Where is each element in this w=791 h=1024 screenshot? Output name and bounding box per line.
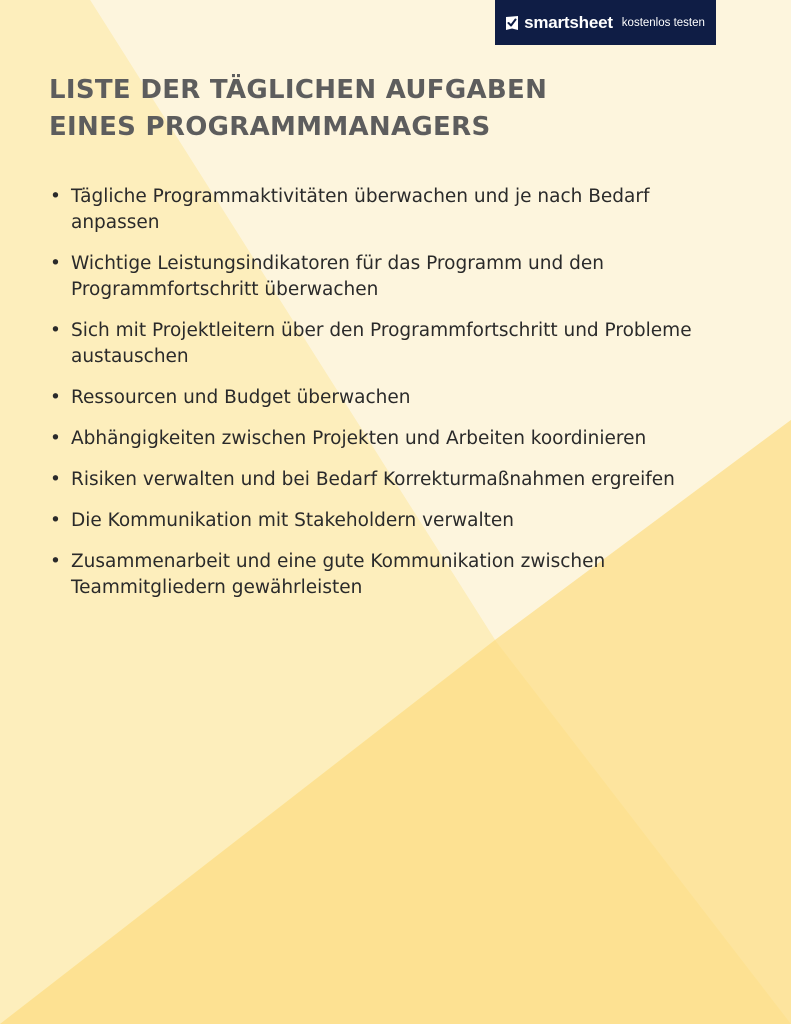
page-title bbox=[49, 72, 547, 146]
free-trial-label: kostenlos testen bbox=[621, 16, 705, 29]
list-item-text: Zusammenarbeit und eine gute Kommunikation zwischen Teammitgliedern gewährleisten bbox=[71, 551, 606, 598]
list-item-text: Wichtige Leistungsindikatoren für das Programm und den Programmfortschritt überwachen bbox=[71, 253, 604, 300]
bullet-icon: • bbox=[50, 387, 61, 408]
list-item-text: Ressourcen und Budget überwachen bbox=[71, 387, 411, 408]
list-item bbox=[49, 549, 739, 601]
bullet-icon: • bbox=[50, 510, 61, 531]
bullet-icon: • bbox=[50, 551, 61, 572]
list-item bbox=[49, 426, 739, 452]
brand-name: smartsheet bbox=[524, 12, 613, 32]
list-item bbox=[49, 467, 739, 493]
list-item bbox=[49, 184, 739, 236]
bullet-icon: • bbox=[50, 428, 61, 449]
list-item-text: Sich mit Projektleitern über den Programmfortschritt und Probleme austauschen bbox=[71, 320, 692, 367]
smartsheet-free-trial-button[interactable] bbox=[495, 0, 716, 45]
bullet-icon: • bbox=[50, 253, 61, 274]
bullet-icon: • bbox=[50, 469, 61, 490]
page-title-line-2: EINES PROGRAMMMANAGERS bbox=[49, 112, 491, 142]
list-item bbox=[49, 385, 739, 411]
list-item-text: Tägliche Programmaktivitäten überwachen und je nach Bedarf anpassen bbox=[71, 186, 650, 233]
list-item-text: Risiken verwalten und bei Bedarf Korrekturmaßnahmen ergreifen bbox=[71, 469, 675, 490]
list-item bbox=[49, 318, 739, 370]
bullet-icon: • bbox=[50, 320, 61, 341]
bullet-icon: • bbox=[50, 186, 61, 207]
page-title-line-1: LISTE DER TÄGLICHEN AUFGABEN bbox=[49, 75, 548, 105]
list-item-text: Die Kommunikation mit Stakeholdern verwalten bbox=[71, 510, 515, 531]
daily-tasks-list bbox=[49, 184, 739, 616]
list-item-text: Abhängigkeiten zwischen Projekten und Arbeiten koordinieren bbox=[71, 428, 647, 449]
list-item bbox=[49, 508, 739, 534]
list-item bbox=[49, 251, 739, 303]
smartsheet-checkmark-logo-icon bbox=[506, 16, 518, 30]
